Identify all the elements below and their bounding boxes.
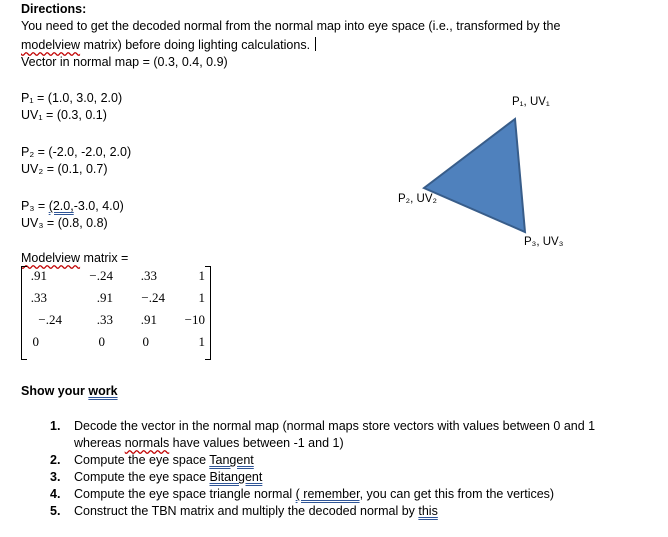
step-5-word: this	[418, 504, 438, 518]
show-work-word: work	[88, 384, 118, 398]
step-4-post: , you can get this from the vertices)	[359, 487, 555, 501]
step-1	[50, 418, 654, 452]
matrix-cell: 0	[32, 334, 39, 349]
matrix-cell: 0	[98, 334, 105, 349]
normals-word: normals	[124, 436, 170, 450]
step-1-line-2-pre: whereas	[74, 436, 125, 450]
step-5-pre: Construct the TBN matrix and multiply the decoded normal by	[74, 504, 419, 518]
matrix-bracket-right	[205, 266, 211, 360]
step-number: 3.	[50, 470, 61, 484]
step-3-word: Bitangent	[209, 470, 263, 484]
matrix-cell: 1	[198, 334, 205, 349]
vertex-label-2: P₂, UV₂	[398, 193, 437, 205]
step-3-pre: Compute the eye space	[74, 470, 210, 484]
matrix-label-word: Modelview	[21, 251, 81, 265]
matrix-cell: 0	[142, 334, 149, 349]
directions-line-2-rest: matrix) before doing lighting calculations.	[80, 38, 311, 52]
modelview-word: modelview	[21, 38, 81, 52]
matrix-cell: 1	[198, 268, 205, 283]
matrix-cell: −.24	[89, 268, 113, 283]
matrix-label-rest: matrix =	[80, 251, 129, 265]
directions-line-1: You need to get the decoded normal from the normal map into eye space (i.e., transformed by the	[21, 19, 561, 33]
uv-3: UV₃ = (0.8, 0.8)	[21, 216, 108, 230]
matrix-cell: −.24	[141, 290, 165, 305]
step-number: 5.	[50, 504, 61, 518]
normal-map-vector: Vector in normal map = (0.3, 0.4, 0.9)	[21, 55, 228, 69]
step-3	[50, 469, 654, 486]
matrix-cell: −10	[184, 312, 205, 327]
step-5	[50, 503, 654, 520]
steps-list	[50, 418, 654, 520]
matrix-label	[21, 251, 128, 265]
matrix-cell: .33	[30, 290, 47, 305]
point-p2: P₂ = (-2.0, -2.0, 2.0)	[21, 145, 132, 159]
point-p3-underlined: (2.0,	[48, 199, 74, 213]
step-2-pre: Compute the eye space	[74, 453, 210, 467]
show-work-heading	[21, 384, 118, 398]
matrix-cell: .91	[30, 268, 47, 283]
matrix-cell: .91	[96, 290, 113, 305]
step-4-pre: Compute the eye space triangle normal	[74, 487, 296, 501]
step-4	[50, 486, 654, 503]
step-number: 2.	[50, 453, 61, 467]
vertex-label-1: P₁, UV₁	[512, 96, 550, 108]
step-1-line-2	[74, 435, 654, 452]
matrix-cell: .91	[140, 312, 157, 327]
vertex-label-3: P₃, UV₃	[524, 236, 564, 248]
step-2	[50, 452, 654, 469]
matrix-cell: 1	[198, 290, 205, 305]
triangle-shape	[424, 119, 525, 232]
matrix-cell: .33	[96, 312, 113, 327]
uv-2: UV₂ = (0.1, 0.7)	[21, 162, 108, 176]
point-p3-rest: -3.0, 4.0)	[73, 199, 124, 213]
step-4-word: ( remember	[295, 487, 360, 501]
show-work-prefix: Show your	[21, 384, 89, 398]
directions-heading: Directions:	[21, 2, 87, 16]
step-number: 4.	[50, 487, 61, 501]
step-1-line-2-post: have values between -1 and 1)	[169, 436, 344, 450]
matrix-cell: .33	[140, 268, 157, 283]
step-number: 1.	[50, 419, 61, 433]
matrix-cell: −.24	[38, 312, 62, 327]
point-p3-prefix: P₃ =	[21, 199, 49, 213]
step-1-line-1: Decode the vector in the normal map (normal maps store vectors with values between 0 and 1	[74, 419, 596, 433]
point-p1: P₁ = (1.0, 3.0, 2.0)	[21, 91, 123, 105]
step-2-word: Tangent	[209, 453, 254, 467]
uv-1: UV₁ = (0.3, 0.1)	[21, 108, 107, 122]
modelview-matrix	[21, 266, 211, 358]
